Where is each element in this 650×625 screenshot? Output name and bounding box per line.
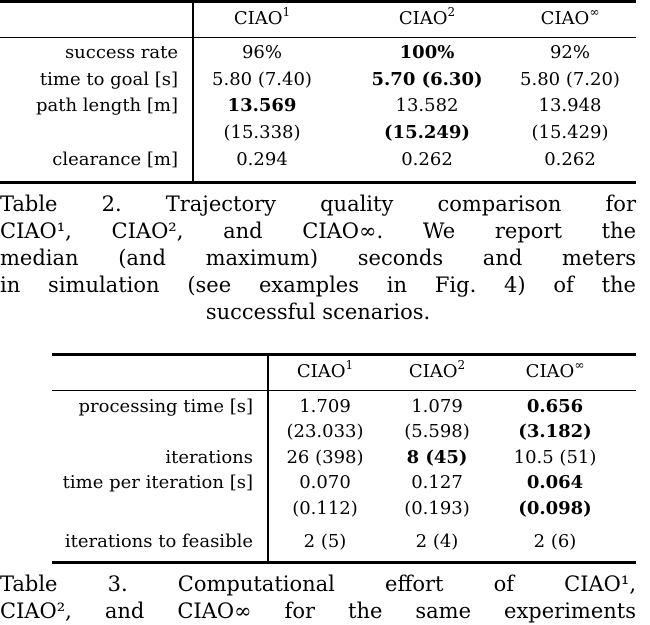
row-label: processing time [s]	[78, 396, 253, 417]
table-cell: 0.070	[299, 472, 351, 493]
caption-line: Table 2. Trajectory quality comparison for	[0, 192, 636, 216]
row-label: clearance [m]	[52, 149, 178, 170]
bottom-rule	[0, 181, 636, 184]
column-header	[192, 7, 332, 31]
table-cell: (3.182)	[518, 421, 592, 442]
header-superscript: ∞	[574, 358, 585, 372]
table-cell: 13.582	[395, 95, 459, 116]
table-cell: 13.569	[227, 95, 297, 116]
table-cell: 8 (45)	[406, 447, 468, 468]
table-cell: 5.80 (7.20)	[520, 69, 620, 90]
table-cell: 0.064	[526, 472, 584, 493]
column-header	[500, 7, 640, 31]
column-header	[485, 360, 625, 384]
row-label: path length [m]	[36, 95, 178, 116]
table-cell: 26 (398)	[286, 447, 364, 468]
row-label: iterations to feasible	[64, 531, 253, 552]
caption-line: median (and maximum) seconds and meters	[0, 246, 636, 270]
table-cell: 1.709	[299, 396, 351, 417]
table-cell: (0.098)	[518, 498, 592, 519]
table-cell: 0.294	[236, 149, 288, 170]
table-cell: 100%	[399, 42, 455, 63]
table-cell: 13.948	[538, 95, 602, 116]
table-cell: (15.338)	[223, 122, 301, 143]
row-label: success rate	[64, 42, 178, 63]
caption-line: in simulation (see examples in Fig. 4) of the	[0, 273, 636, 297]
row-label: time to goal [s]	[39, 69, 178, 90]
table-cell: 0.656	[526, 396, 584, 417]
table-cell: 2 (5)	[303, 531, 347, 552]
table-cell: 2 (6)	[533, 531, 577, 552]
table-cell: (0.112)	[292, 498, 358, 519]
header-text: CIAO	[296, 361, 346, 382]
table-cell: (5.598)	[404, 421, 470, 442]
header-text: CIAO	[525, 361, 575, 382]
header-text: CIAO	[398, 8, 448, 29]
table-cell: (15.249)	[384, 122, 470, 143]
row-label: time per iteration [s]	[62, 472, 253, 493]
top-rule	[0, 0, 636, 3]
bottom-rule	[52, 561, 636, 564]
header-text: CIAO	[540, 8, 590, 29]
table-cell: 5.80 (7.40)	[212, 69, 312, 90]
table-cell: (0.193)	[404, 498, 470, 519]
table-cell: 10.5 (51)	[513, 447, 597, 468]
table-cell: 1.079	[411, 396, 463, 417]
header-rule	[0, 37, 636, 38]
header-superscript: 1	[282, 5, 291, 19]
table-cell: 0.262	[544, 149, 596, 170]
table-cell: 92%	[549, 42, 590, 63]
header-text: CIAO	[408, 361, 458, 382]
caption-line: successful scenarios.	[205, 300, 431, 324]
caption-line: CIAO¹, CIAO², and CIAO∞. We report the	[0, 219, 636, 243]
table-cell: 0.127	[411, 472, 463, 493]
table-cell: 2 (4)	[415, 531, 459, 552]
header-text: CIAO	[233, 8, 283, 29]
column-header	[357, 7, 497, 31]
table-cell: (23.033)	[286, 421, 364, 442]
header-superscript: ∞	[589, 5, 600, 19]
row-label: iterations	[165, 447, 253, 468]
table-cell: 96%	[241, 42, 282, 63]
table-cell: 0.262	[401, 149, 453, 170]
caption-line: CIAO², and CIAO∞ for the same experiments	[0, 599, 636, 623]
caption-line: Table 3. Computational effort of CIAO¹,	[0, 572, 636, 596]
header-superscript: 1	[345, 358, 354, 372]
table-cell: 5.70 (6.30)	[371, 69, 483, 90]
header-superscript: 2	[457, 358, 466, 372]
table-cell: (15.429)	[531, 122, 609, 143]
top-rule	[52, 353, 636, 356]
header-superscript: 2	[447, 5, 456, 19]
header-rule	[52, 390, 636, 391]
